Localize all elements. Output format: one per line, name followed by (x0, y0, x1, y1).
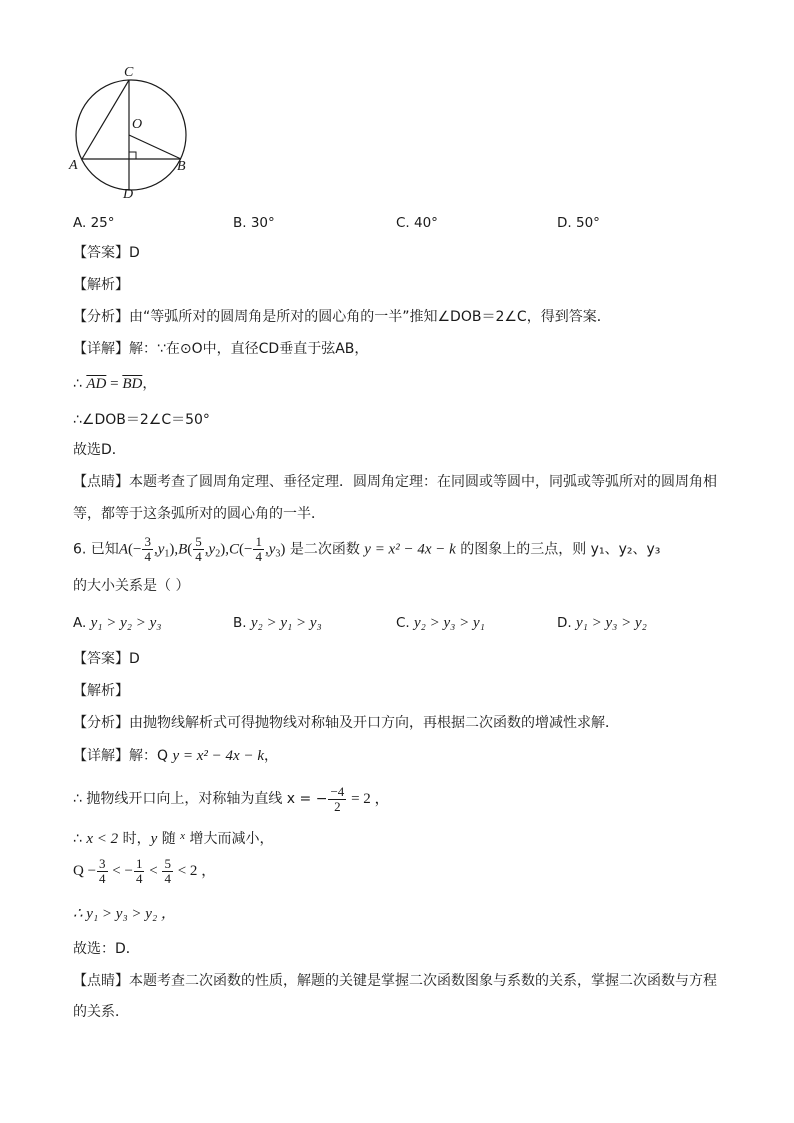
point-a-sign: − (132, 541, 142, 558)
answer-tag: 【答案】 (73, 245, 129, 261)
q5-option-b: B. 30° (233, 215, 275, 231)
step1-prefix: ∴ (73, 376, 87, 392)
q6-dianjing-line2: 的关系． (73, 1004, 129, 1020)
point-b-x: $\frac{5}{4}$ (195, 534, 202, 564)
q6-option-d: D. y₁ > y₃ > y₂ (557, 615, 647, 631)
fenxi-tag: 【分析】 (73, 309, 129, 325)
step1-eq: = (106, 376, 123, 392)
xiangjie-tag: 【详解】 (73, 748, 129, 764)
q6-option-a: A. y₁ > y₂ > y₃ (73, 615, 162, 631)
q6-step4: ∴ y₁ > y₃ > y₂ ， (73, 906, 176, 922)
q5-dianjing (73, 472, 717, 492)
q6-stem: 6. 已知A(− $\frac{3}{4}$ $,y_1),B$( $\frac{5}{4}$ $,y_2),C(-$ $\frac{1}{4}$ $,y_3$) 是二次函数 y = x² − 4x − k 的图象上的三点，则 y₁、y₂、y₃ (73, 534, 661, 564)
q5-answer (73, 243, 140, 263)
circle-geometry-figure (66, 62, 206, 202)
point-c-sign: − (243, 541, 253, 558)
fenxi-text: 由抛物线解析式可得抛物线对称轴及开口方向，再根据二次函数的增减性求解． (129, 715, 619, 731)
q6-step3: Q − $\frac{3}{4}$ < − $\frac{1}{4}$ < $\frac{5}{4}$ < 2 ， (73, 855, 217, 886)
label-b: B (177, 159, 186, 174)
label-d: D (123, 187, 134, 202)
right-angle-mark (129, 152, 136, 159)
segment-ac (82, 80, 129, 159)
segment-ob (129, 135, 181, 159)
point-c-x: $\frac{1}{4}$ (255, 534, 262, 564)
q5-step2: ∴∠DOB＝2∠C＝50° (73, 412, 210, 428)
q6-stem-end: 的图象上的三点，则 y₁、y₂、y₃ (455, 541, 661, 558)
fenxi-tag: 【分析】 (73, 715, 129, 731)
q5-dianjing-line2: 等，都等于这条弧所对的圆心角的一半． (73, 506, 325, 522)
q5-fenxi (73, 307, 611, 327)
q5-option-d: D. 50° (557, 215, 600, 231)
q6-analysis-tag: 【解析】 (73, 683, 129, 699)
q5-step1 (73, 374, 156, 394)
q6-stem-line2: 的大小关系是（ ） (73, 578, 190, 594)
q6-step2: ∴ x < 2 时，y 随 $^x$ 增大而减小， (73, 830, 274, 847)
xiangjie-expr: y = x² − 4x − k (172, 748, 264, 764)
q5-option-c: C. 40° (396, 215, 438, 231)
q6-option-b: B. y₂ > y₁ > y₃ (233, 615, 322, 631)
q6-fenxi (73, 713, 619, 733)
q6-answer (73, 649, 140, 669)
dianjing-text-1: 本题考查二次函数的性质，解题的关键是掌握二次函数图象与系数的关系，掌握二次函数与方程 (129, 973, 717, 989)
label-a: A (69, 158, 78, 173)
q6-number: 6. 已知 (73, 541, 119, 558)
q5-option-a: A. 25° (73, 215, 115, 231)
q6-stem-mid: 是二次函数 (285, 541, 365, 558)
label-c: C (124, 65, 134, 80)
dianjing-text-1: 本题考查了圆周角定理、垂径定理．圆周角定理：在同圆或等圆中，同弧或等弧所对的圆周角相 (129, 474, 717, 490)
xiangjie-text: 解：∵在⊙O中，直径CD垂直于弦AB， (129, 341, 369, 357)
q5-conclusion: 故选D． (73, 442, 126, 458)
xiangjie-pre: 解：Q (129, 748, 173, 764)
answer-value: D (129, 651, 140, 667)
answer-value: D (129, 245, 140, 261)
arc-bd: $\overline{BD}$ (122, 376, 143, 392)
label-o: O (132, 117, 143, 132)
circle-o (76, 80, 186, 190)
xiangjie-tag: 【详解】 (73, 341, 129, 357)
axis-fraction: $\frac{-4}{2}$ (330, 783, 345, 814)
step1-suffix: ， (142, 376, 157, 392)
dianjing-tag: 【点睛】 (73, 973, 129, 989)
q5-xiangjie (73, 339, 368, 359)
q6-function: y = x² − 4x − k (364, 541, 456, 558)
dianjing-tag: 【点睛】 (73, 474, 129, 490)
q5-analysis-tag: 【解析】 (73, 277, 129, 293)
answer-tag: 【答案】 (73, 651, 129, 667)
q6-conclusion: 故选：D． (73, 941, 140, 957)
q6-xiangjie: 【详解】解：Q y = x² − 4x − k， (73, 748, 278, 764)
q6-dianjing (73, 971, 717, 991)
q6-step1: ∴ 抛物线开口向上，对称轴为直线 x = − $\frac{-4}{2}$ = 2 ， (73, 783, 390, 814)
q6-option-c: C. y₂ > y₃ > y₁ (396, 615, 485, 631)
point-a-x: $\frac{3}{4}$ (144, 534, 151, 564)
fenxi-text: 由“等弧所对的圆周角是所对的圆心角的一半”推知∠DOB＝2∠C，得到答案． (129, 309, 611, 325)
arc-ad: $\overline{AD}$ (86, 376, 107, 392)
